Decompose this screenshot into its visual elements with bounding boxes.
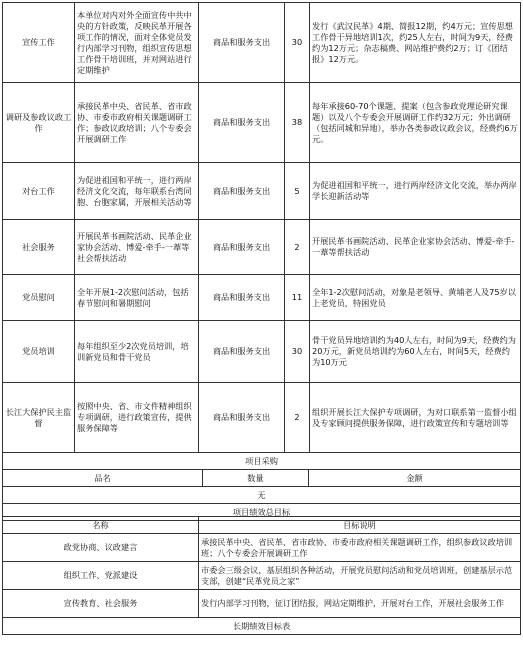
item-name: 宣传工作 [3, 3, 75, 83]
item-content: 全年开展1-2次慰问活动，包括春节慰问和暑期慰问 [75, 275, 199, 321]
item-detail: 骨干党员异地培训约为40人左右，时间为9天，经费约为20万元，新党员培训约为60人左右，时间5天，经费约为10万元 [310, 321, 521, 383]
item-amount: 30 [285, 321, 310, 383]
column-header: 金额 [309, 470, 521, 487]
table-row [3, 383, 521, 453]
item-content: 开展民革书画院活动、民革企业家协会活动、博爱-牵手-一葦等社会帮扶活动 [75, 220, 199, 275]
goal-name: 政党协商、议政建言 [3, 534, 199, 562]
item-name: 长江大保护民主监督 [3, 383, 75, 453]
item-detail: 发行《武汉民革》4期、简报12期，约4万元；宣传思想工作骨干异地培训1次，约25人左右，时间为9天，经费约为12万元；杂志稿费、网站维护费约2万；订《团结报》12万元。 [310, 3, 521, 83]
table-row [3, 163, 521, 220]
item-amount: 38 [285, 83, 310, 163]
long-term-title-row [3, 618, 521, 635]
table-row [3, 590, 521, 618]
item-detail: 为促进祖国和平统一，进行两岸经济文化交流，举办两岸学长迎新活动等 [310, 163, 521, 220]
goal-desc: 市委会三级会议，基层组织各种活动，开展党员慰问活动和党员培训班，创建基层示范支部，创建“民革党员之家” [199, 562, 521, 590]
procurement-table [2, 452, 521, 521]
section-title: 项目绩效总目标 [3, 504, 521, 521]
column-header: 名称 [3, 517, 199, 534]
procurement-header-row [3, 470, 521, 487]
table-row [3, 220, 521, 275]
section-title: 项目采购 [3, 453, 521, 470]
goal-name: 宣传教育、社会服务 [3, 590, 199, 618]
table-row [3, 321, 521, 383]
item-category: 商品和服务支出 [199, 383, 285, 453]
item-content: 按照中央、省、市文件精神组织专项调研，进行政策宣传，提供服务保障等 [75, 383, 199, 453]
column-header: 数量 [203, 470, 309, 487]
goals-table [2, 516, 521, 635]
section-title: 长期绩效目标表 [3, 618, 521, 635]
goal-desc: 发行内部学习刊物，征订团结报，网站定期维护，开展对台工作，开展社会服务工作 [199, 590, 521, 618]
item-name: 社会服务 [3, 220, 75, 275]
item-content: 承接民革中央、省民革、省市政协、市委市政府相关课题调研工作；参政议政培训；八个专委会开展调研工作 [75, 83, 199, 163]
goals-header-row [3, 517, 521, 534]
item-amount: 2 [285, 383, 310, 453]
item-amount: 5 [285, 163, 310, 220]
item-category: 商品和服务支出 [199, 220, 285, 275]
goal-name: 组织工作、党派建设 [3, 562, 199, 590]
procurement-row [3, 487, 521, 504]
item-content: 本单位对内对外全面宣传中共中央的方针政策，反映民革开展各项工作的情况，面对全体党员发行内部学习刊物，组织宣传思想工作骨干培训班，并对网站进行定期维护 [75, 3, 199, 83]
column-header: 品名 [3, 470, 203, 487]
table-row [3, 562, 521, 590]
table-row [3, 83, 521, 163]
project-items-table [2, 2, 521, 453]
item-content: 为促进祖国和平统一，进行两岸经济文化交流，每年联系台湾同胞、台胞家属，开展相关活动等 [75, 163, 199, 220]
item-category: 商品和服务支出 [199, 275, 285, 321]
item-amount: 30 [285, 3, 310, 83]
procurement-value: 无 [3, 487, 521, 504]
item-category: 商品和服务支出 [199, 3, 285, 83]
column-header: 目标说明 [199, 517, 521, 534]
item-category: 商品和服务支出 [199, 321, 285, 383]
item-detail: 每年承接60-70个课题、提案（包含参政党理论研究课题）以及八个专委会开展调研工作约32万元；外出调研（包括同城和异地），举办各类参政议政会议，经费约6万元。 [310, 83, 521, 163]
item-detail: 开展民革书画院活动、民革企业家协会活动、博爱-牵手-一葦等帮扶活动 [310, 220, 521, 275]
table-row [3, 3, 521, 83]
item-name: 党员慰问 [3, 275, 75, 321]
item-category: 商品和服务支出 [199, 163, 285, 220]
item-name: 调研及参政议政工作 [3, 83, 75, 163]
goal-desc: 承接民革中央、省民革、省市政协、市委市政府相关课题调研工作，组织参政议政培训班；八个专委会开展调研工作 [199, 534, 521, 562]
table-row [3, 534, 521, 562]
item-category: 商品和服务支出 [199, 83, 285, 163]
item-detail: 全年1-2次慰问活动，对象是老领导、黄埔老人及75岁以上老党员，特困党员 [310, 275, 521, 321]
item-amount: 11 [285, 275, 310, 321]
item-detail: 组织开展长江大保护专项调研，为对口联系第一监督小组及专家顾问提供服务保障，进行政策宣传和专题培训等 [310, 383, 521, 453]
item-content: 每年组织至少2次党员培训，培训新党员和骨干党员 [75, 321, 199, 383]
item-name: 对台工作 [3, 163, 75, 220]
procurement-title-row [3, 453, 521, 470]
project-items-body [3, 3, 521, 453]
item-amount: 2 [285, 220, 310, 275]
item-name: 党员培训 [3, 321, 75, 383]
table-row [3, 275, 521, 321]
